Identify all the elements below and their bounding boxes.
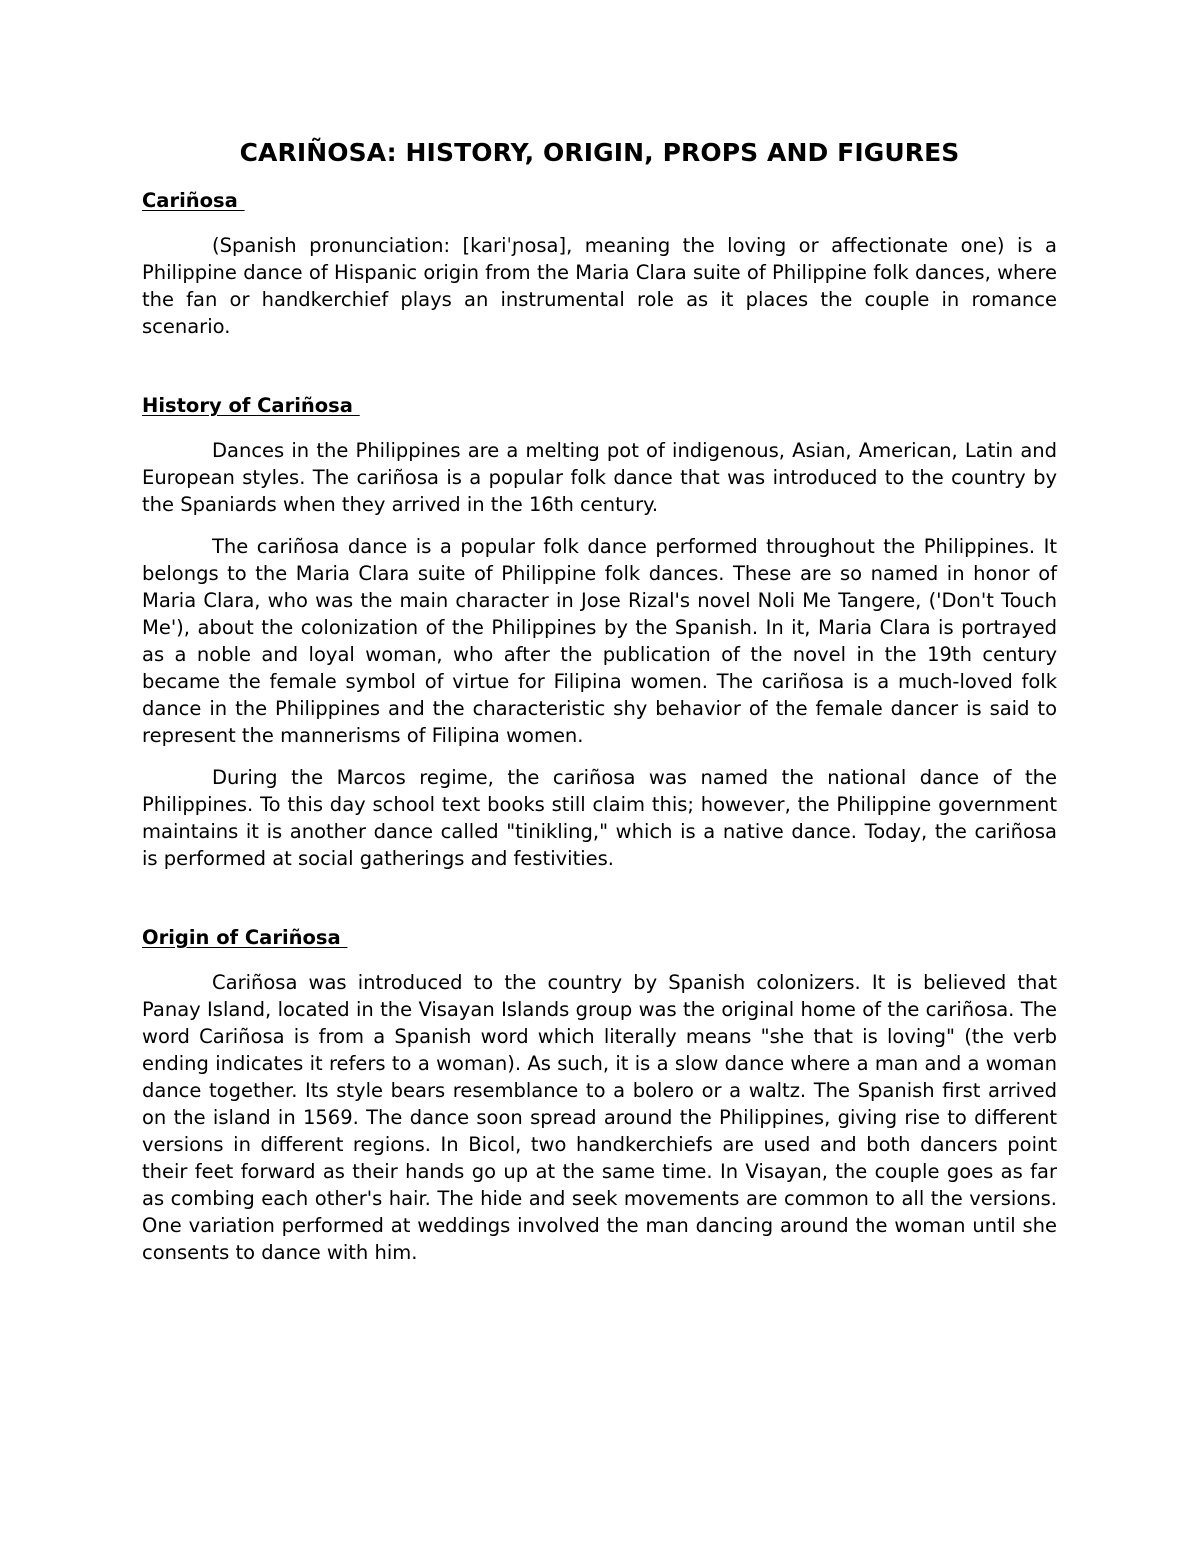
paragraph-definition: (Spanish pronunciation: [kariˈɲosa], meaning the loving or affectionate one) is a Philippine dance of Hispanic origin from the Maria Clara suite of Philippine folk dances, where the fan or handkerchief plays an instrumental role as it places the couple in romance scenario. <box>142 234 1057 338</box>
paragraph-origin-1: Cariñosa was introduced to the country by Spanish colonizers. It is believed that Panay Island, located in the Visayan Islands group was the original home of the cariñosa. The word Cariñosa is from a Spanish word which literally means "she that is loving" (the verb ending indicates it refers to a woman). As such, it is a slow dance where a man and a woman dance together. Its style bears resemblance to a bolero or a waltz. The Spanish first arrived on the island in 1569. The dance soon spread around the Philippines, giving rise to different versions in different regions. In Bicol, two handkerchiefs are used and both dancers point their feet forward as their hands go up at the same time. In Visayan, the couple goes as far as combing each other's hair. The hide and seek movements are common to all the versions. One variation performed at weddings involved the man dancing around the woman until she consents to dance with him. <box>142 971 1057 1264</box>
spacer <box>142 951 1057 969</box>
spacer <box>142 749 1057 764</box>
spacer <box>142 214 1057 232</box>
paragraph-history-3: During the Marcos regime, the cariñosa was named the national dance of the Philippines. To this day school text books still claim this; however, the Philippine government maintains it is another dance called "tinikling," which is a native dance. Today, the cariñosa is performed at social gatherings and festivities. <box>142 766 1057 870</box>
section-heading-origin: Origin of Cariñosa <box>142 926 348 949</box>
section-heading-history: History of Cariñosa <box>142 394 360 417</box>
spacer <box>142 518 1057 533</box>
spacer <box>142 872 1057 924</box>
spacer <box>142 340 1057 392</box>
document-title: CARIÑOSA: HISTORY, ORIGIN, PROPS AND FIGURES <box>239 138 960 167</box>
paragraph-history-1: Dances in the Philippines are a melting pot of indigenous, Asian, American, Latin and European styles. The cariñosa is a popular folk dance that was introduced to the country by the Spaniards when they arrived in the 16th century. <box>142 439 1057 516</box>
section-heading-carinosa: Cariñosa <box>142 189 245 212</box>
paragraph-history-2: The cariñosa dance is a popular folk dance performed throughout the Philippines. It belongs to the Maria Clara suite of Philippine folk dances. These are so named in honor of Maria Clara, who was the main character in Jose Rizal's novel Noli Me Tangere, ('Don't Touch Me'), about the colonization of the Philippines by the Spanish. In it, Maria Clara is portrayed as a noble and loyal woman, who after the publication of the novel in the 19th century became the female symbol of virtue for Filipina women. The cariñosa is a much-loved folk dance in the Philippines and the characteristic shy behavior of the female dancer is said to represent the mannerisms of Filipina women. <box>142 535 1057 747</box>
spacer <box>142 419 1057 437</box>
document-body <box>142 138 1057 1266</box>
